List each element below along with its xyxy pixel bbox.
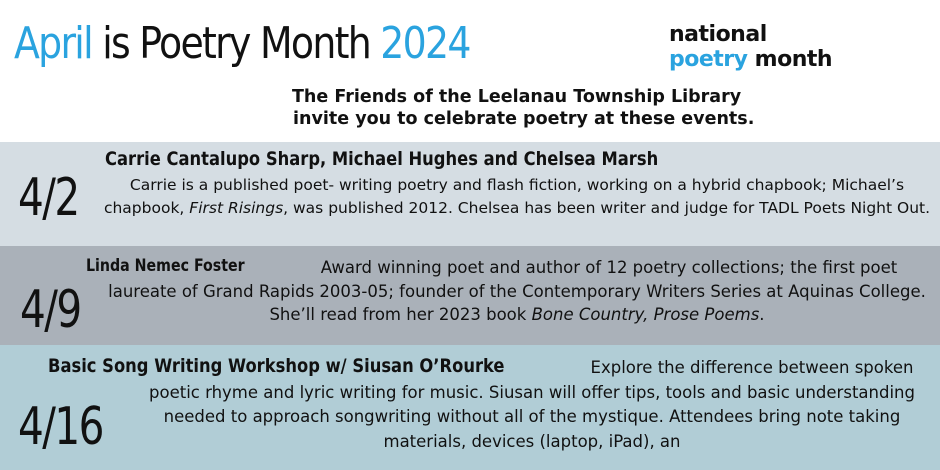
book-title: Bone Country, Prose Poems [531, 305, 760, 324]
title-year: 2024 [380, 18, 470, 69]
event-presenters: Carrie Cantalupo Sharp, Michael Hughes and Chelsea Marsh [105, 148, 659, 170]
event-april-9 [0, 246, 940, 345]
national-poetry-month-logo [669, 22, 832, 72]
book-title: First Risings [189, 198, 284, 217]
event-description [130, 356, 934, 454]
event-april-2 [0, 142, 940, 246]
title-middle: is Poetry Month [91, 18, 381, 69]
event-date: 4/9 [20, 280, 81, 340]
logo-line-national: national [669, 22, 767, 47]
event-description-part: . [759, 305, 765, 324]
logo-word-month: month [747, 47, 833, 72]
title-april: April [14, 18, 92, 69]
event-description-part: Award winning poet and author of 12 poetry collections; the first poet laureate of Grand Rapids 2003-05; founder of the Contemporary Writers Series at Aquinas College. She’ll read from her 2023 book [108, 258, 926, 324]
event-description [100, 174, 934, 219]
intro-line-2: invite you to celebrate poetry at these events. [293, 109, 755, 129]
header [0, 0, 940, 142]
event-presenters: Basic Song Writing Workshop w/ Siusan O’Rourke [48, 355, 505, 377]
event-description-part: Carrie is a published poet- writing poetry and flash fiction, working on a hybrid chapbook; Michael’s chapbook, [103, 176, 905, 217]
event-presenters: Linda Nemec Foster [86, 256, 245, 275]
event-april-16 [0, 345, 940, 470]
event-date: 4/2 [18, 168, 79, 228]
event-description-part: , was published 2012. Chelsea has been writer and judge for TADL Poets Night Out. [283, 198, 931, 217]
event-description [100, 256, 934, 327]
intro-text [292, 86, 832, 130]
logo-word-poetry: poetry [669, 47, 748, 72]
page-title [14, 20, 470, 68]
event-description-part: Explore the difference between spoken poetic rhyme and lyric writing for music. Siusan will offer tips, tools and basic understanding needed to approach songwriting without all of the mystique. Attendees bring note taking materials, devices (laptop, iPad), an [149, 358, 915, 451]
event-date: 4/16 [18, 397, 103, 457]
intro-line-1: The Friends of the Leelanau Township Library [292, 87, 742, 107]
